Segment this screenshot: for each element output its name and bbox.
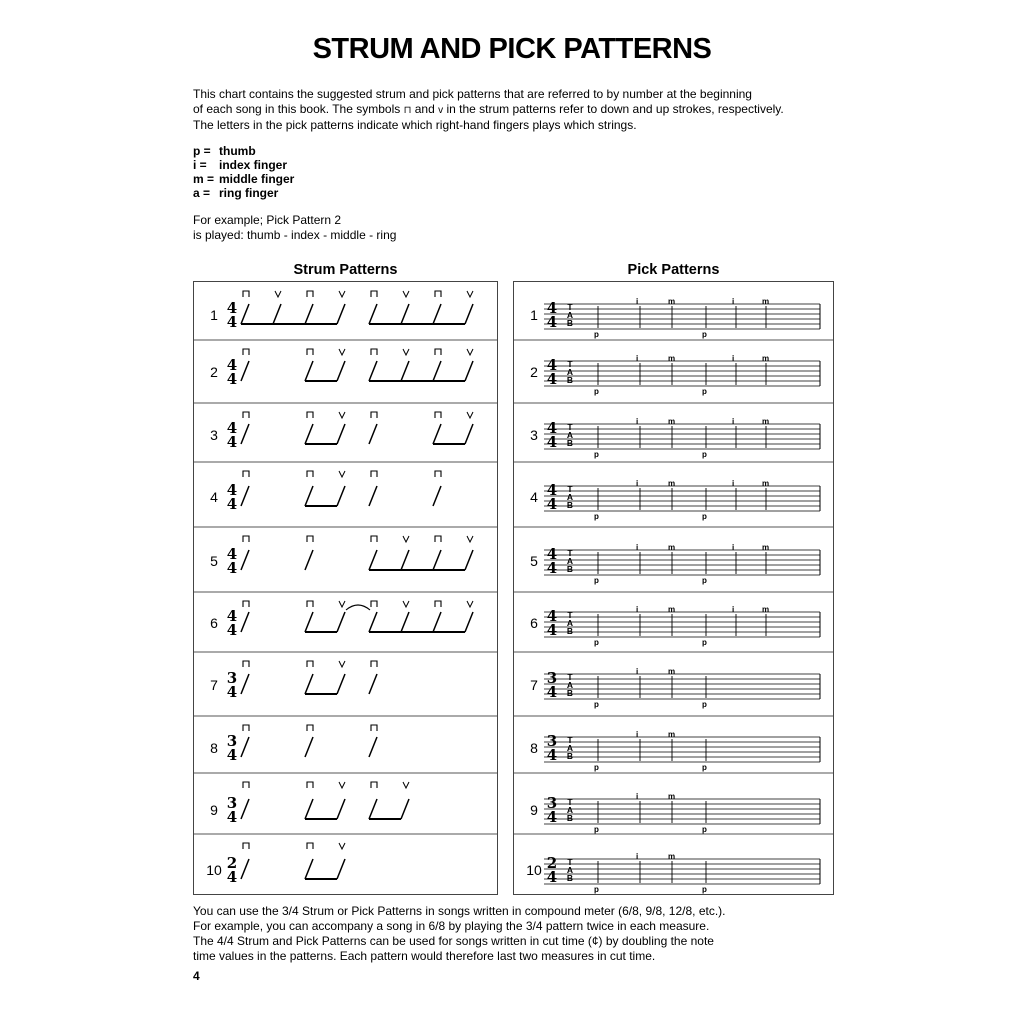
pick-finger-label: i bbox=[732, 543, 735, 552]
strum-slash bbox=[465, 612, 473, 632]
time-signature-top: 3 bbox=[546, 794, 558, 812]
pattern-number: 9 bbox=[530, 802, 538, 818]
strum-slash bbox=[241, 799, 249, 819]
up-stroke-icon bbox=[339, 782, 345, 788]
time-signature-top: 3 bbox=[226, 669, 238, 687]
pick-finger-label: p bbox=[702, 700, 707, 709]
strum-slash bbox=[433, 612, 441, 632]
tab-clef-letter: T bbox=[567, 610, 573, 620]
intro-paragraph bbox=[193, 87, 833, 133]
strum-slash bbox=[401, 612, 409, 632]
time-signature-bottom: 4 bbox=[226, 808, 238, 826]
down-stroke-icon bbox=[435, 412, 441, 418]
pick-patterns-table bbox=[513, 281, 834, 895]
time-signature-bottom: 4 bbox=[546, 559, 558, 577]
legend-value: thumb bbox=[219, 144, 256, 158]
pattern-number: 8 bbox=[530, 740, 538, 756]
strum-slash bbox=[401, 550, 409, 570]
down-stroke-icon bbox=[307, 471, 313, 477]
time-signature-bottom: 4 bbox=[226, 868, 238, 886]
legend-key: a = bbox=[193, 186, 211, 200]
time-signature-bottom: 4 bbox=[226, 559, 238, 577]
strum-slash bbox=[241, 361, 249, 381]
strum-slash bbox=[465, 361, 473, 381]
tab-clef-letter: B bbox=[566, 438, 574, 448]
strum-slash bbox=[337, 674, 345, 694]
strum-slash bbox=[433, 361, 441, 381]
pick-finger-label: i bbox=[636, 792, 639, 801]
pick-finger-label: m bbox=[668, 792, 676, 801]
footer-line: For example, you can accompany a song in 6/8 by playing the 3/4 pattern twice in each measure. bbox=[193, 919, 710, 933]
time-signature-bottom: 4 bbox=[546, 495, 558, 513]
strum-slash bbox=[337, 424, 345, 444]
down-stroke-icon bbox=[371, 291, 377, 297]
strum-slash bbox=[337, 304, 345, 324]
pattern-number: 8 bbox=[210, 740, 218, 756]
strum-slash bbox=[465, 424, 473, 444]
strum-slash bbox=[305, 612, 313, 632]
pattern-number: 3 bbox=[210, 427, 218, 443]
time-signature-bottom: 4 bbox=[546, 621, 558, 639]
time-signature-bottom: 4 bbox=[546, 313, 558, 331]
down-stroke-icon bbox=[371, 412, 377, 418]
strum-slash bbox=[401, 304, 409, 324]
tab-clef-letter: A bbox=[566, 680, 574, 690]
tab-clef-letter: B bbox=[566, 751, 574, 761]
up-stroke-icon bbox=[339, 843, 345, 849]
up-stroke-icon bbox=[403, 349, 409, 355]
strum-slash bbox=[305, 361, 313, 381]
pick-finger-label: i bbox=[636, 417, 639, 426]
down-stroke-icon bbox=[371, 536, 377, 542]
tab-clef-letter: T bbox=[567, 735, 573, 745]
down-stroke-icon bbox=[307, 601, 313, 607]
pattern-number: 1 bbox=[210, 307, 218, 323]
down-stroke-icon bbox=[307, 412, 313, 418]
pattern-number: 10 bbox=[526, 862, 542, 878]
strum-slash bbox=[337, 361, 345, 381]
pattern-number: 2 bbox=[530, 364, 538, 380]
time-signature-top: 4 bbox=[546, 419, 558, 437]
down-stroke-icon bbox=[307, 725, 313, 731]
up-stroke-icon bbox=[339, 601, 345, 607]
pick-finger-label: p bbox=[702, 763, 707, 772]
tab-clef-letter: A bbox=[566, 430, 574, 440]
strum-patterns-table bbox=[193, 281, 498, 895]
strum-slash bbox=[305, 799, 313, 819]
tab-clef-letter: A bbox=[566, 556, 574, 566]
footer-line: time values in the patterns. Each pattern would therefore last two measures in cut time. bbox=[193, 949, 656, 963]
legend-key: i = bbox=[193, 158, 207, 172]
strum-slash bbox=[305, 304, 313, 324]
time-signature-top: 4 bbox=[546, 356, 558, 374]
strum-slash bbox=[241, 304, 249, 324]
page-title: STRUM AND PICK PATTERNS bbox=[312, 33, 712, 65]
down-stroke-icon bbox=[307, 536, 313, 542]
page-number: 4 bbox=[193, 969, 200, 983]
down-stroke-icon bbox=[435, 536, 441, 542]
finger-legend bbox=[193, 144, 294, 200]
pick-finger-label: m bbox=[668, 297, 676, 306]
pick-finger-label: i bbox=[636, 297, 639, 306]
down-stroke-icon bbox=[243, 782, 249, 788]
up-stroke-icon bbox=[467, 291, 473, 297]
strum-slash bbox=[369, 486, 377, 506]
up-stroke-icon bbox=[339, 471, 345, 477]
intro-text: of each song in this book. The symbols bbox=[193, 102, 401, 116]
strum-slash bbox=[337, 612, 345, 632]
tab-clef-letter: B bbox=[566, 500, 574, 510]
pick-finger-label: p bbox=[702, 512, 707, 521]
time-signature-top: 4 bbox=[546, 299, 558, 317]
tab-clef-letter: B bbox=[566, 688, 574, 698]
pick-finger-label: p bbox=[702, 450, 707, 459]
down-stroke-icon bbox=[307, 843, 313, 849]
footer-line: The 4/4 Strum and Pick Patterns can be used for songs written in cut time (¢) by doubling the note bbox=[193, 934, 714, 948]
pick-finger-label: m bbox=[668, 479, 676, 488]
pick-finger-label: p bbox=[594, 638, 599, 647]
pattern-number: 5 bbox=[210, 553, 218, 569]
down-stroke-icon: ⊓ bbox=[403, 105, 412, 116]
time-signature-top: 3 bbox=[546, 669, 558, 687]
pick-finger-label: p bbox=[702, 885, 707, 894]
pattern-number: 9 bbox=[210, 802, 218, 818]
tab-clef-letter: A bbox=[566, 492, 574, 502]
strum-slash bbox=[241, 424, 249, 444]
pick-finger-label: p bbox=[702, 330, 707, 339]
down-stroke-icon bbox=[243, 601, 249, 607]
down-stroke-icon bbox=[243, 471, 249, 477]
up-stroke-icon: v bbox=[438, 105, 444, 116]
time-signature-top: 2 bbox=[546, 854, 558, 872]
pick-finger-label: m bbox=[668, 417, 676, 426]
strum-slash bbox=[369, 424, 377, 444]
intro-line bbox=[193, 102, 833, 118]
legend-row bbox=[193, 186, 294, 200]
intro-line: The letters in the pick patterns indicate which right-hand fingers plays which strings. bbox=[193, 118, 637, 132]
time-signature-top: 4 bbox=[226, 419, 238, 437]
pick-finger-label: m bbox=[762, 605, 770, 614]
footer-line: You can use the 3/4 Strum or Pick Patterns in songs written in compound meter (6/8, 9/8, 12/8, etc.). bbox=[193, 904, 726, 918]
pattern-number: 6 bbox=[530, 615, 538, 631]
down-stroke-icon bbox=[371, 471, 377, 477]
strum-slash bbox=[337, 799, 345, 819]
time-signature-bottom: 4 bbox=[226, 495, 238, 513]
down-stroke-icon bbox=[243, 725, 249, 731]
down-stroke-icon bbox=[243, 349, 249, 355]
legend-row bbox=[193, 144, 294, 158]
pick-finger-label: i bbox=[636, 479, 639, 488]
pattern-number: 7 bbox=[210, 677, 218, 693]
tab-clef-letter: T bbox=[567, 359, 573, 369]
pick-finger-label: m bbox=[762, 297, 770, 306]
pick-finger-label: p bbox=[594, 387, 599, 396]
up-stroke-icon bbox=[339, 661, 345, 667]
strum-slash bbox=[433, 550, 441, 570]
pattern-number: 10 bbox=[206, 862, 222, 878]
pick-finger-label: p bbox=[594, 885, 599, 894]
time-signature-top: 4 bbox=[226, 481, 238, 499]
tab-clef-letter: A bbox=[566, 618, 574, 628]
legend-value: index finger bbox=[219, 158, 288, 172]
up-stroke-icon bbox=[339, 412, 345, 418]
time-signature-top: 4 bbox=[226, 356, 238, 374]
pick-finger-label: i bbox=[636, 354, 639, 363]
strum-slash bbox=[433, 424, 441, 444]
down-stroke-icon bbox=[243, 661, 249, 667]
tab-clef-letter: A bbox=[566, 865, 574, 875]
pick-finger-label: i bbox=[636, 730, 639, 739]
footer-paragraph bbox=[193, 904, 833, 964]
down-stroke-icon bbox=[435, 349, 441, 355]
pick-finger-label: p bbox=[594, 763, 599, 772]
legend-row bbox=[193, 172, 294, 186]
tab-clef-letter: A bbox=[566, 805, 574, 815]
down-stroke-icon bbox=[371, 349, 377, 355]
tab-clef-letter: B bbox=[566, 873, 574, 883]
tab-clef-letter: T bbox=[567, 672, 573, 682]
strum-slash bbox=[401, 799, 409, 819]
pick-finger-label: m bbox=[668, 667, 676, 676]
up-stroke-icon bbox=[467, 601, 473, 607]
up-stroke-icon bbox=[467, 349, 473, 355]
strum-slash bbox=[369, 612, 377, 632]
legend-value: middle finger bbox=[219, 172, 295, 186]
strum-slash bbox=[305, 424, 313, 444]
down-stroke-icon bbox=[371, 661, 377, 667]
down-stroke-icon bbox=[307, 661, 313, 667]
legend-key: m = bbox=[193, 172, 215, 186]
tab-clef-letter: B bbox=[566, 375, 574, 385]
time-signature-top: 3 bbox=[226, 732, 238, 750]
tab-clef-letter: T bbox=[567, 302, 573, 312]
legend-key: p = bbox=[193, 144, 211, 158]
pick-finger-label: m bbox=[668, 543, 676, 552]
tab-clef-letter: T bbox=[567, 857, 573, 867]
strum-slash bbox=[433, 486, 441, 506]
pattern-number: 6 bbox=[210, 615, 218, 631]
down-stroke-icon bbox=[307, 349, 313, 355]
strum-slash bbox=[273, 304, 281, 324]
down-stroke-icon bbox=[243, 412, 249, 418]
pick-finger-label: p bbox=[594, 700, 599, 709]
tab-clef-letter: T bbox=[567, 797, 573, 807]
pick-finger-label: p bbox=[702, 576, 707, 585]
up-stroke-icon bbox=[403, 536, 409, 542]
pick-finger-label: m bbox=[668, 354, 676, 363]
pick-finger-label: p bbox=[702, 387, 707, 396]
strum-slash bbox=[465, 550, 473, 570]
down-stroke-icon bbox=[371, 782, 377, 788]
pick-finger-label: i bbox=[732, 297, 735, 306]
time-signature-top: 4 bbox=[226, 607, 238, 625]
pick-finger-label: i bbox=[732, 354, 735, 363]
pick-finger-label: m bbox=[762, 479, 770, 488]
tab-clef-letter: A bbox=[566, 310, 574, 320]
pick-finger-label: p bbox=[594, 512, 599, 521]
intro-text: and bbox=[414, 102, 435, 116]
pick-finger-label: p bbox=[594, 330, 599, 339]
strum-patterns-notation bbox=[194, 282, 497, 894]
down-stroke-icon bbox=[371, 725, 377, 731]
time-signature-bottom: 4 bbox=[546, 433, 558, 451]
down-stroke-icon bbox=[243, 843, 249, 849]
tab-clef-letter: B bbox=[566, 626, 574, 636]
time-signature-top: 3 bbox=[546, 732, 558, 750]
time-signature-bottom: 4 bbox=[226, 683, 238, 701]
time-signature-bottom: 4 bbox=[546, 868, 558, 886]
pick-finger-label: p bbox=[594, 450, 599, 459]
example-line: For example; Pick Pattern 2 bbox=[193, 213, 342, 227]
strum-slash bbox=[369, 737, 377, 757]
pick-finger-label: i bbox=[636, 543, 639, 552]
pick-patterns-heading: Pick Patterns bbox=[627, 262, 720, 278]
up-stroke-icon bbox=[467, 536, 473, 542]
tab-clef-letter: B bbox=[566, 564, 574, 574]
up-stroke-icon bbox=[403, 291, 409, 297]
pick-finger-label: i bbox=[732, 605, 735, 614]
pattern-number: 1 bbox=[530, 307, 538, 323]
time-signature-bottom: 4 bbox=[546, 370, 558, 388]
time-signature-top: 4 bbox=[546, 481, 558, 499]
strum-slash bbox=[305, 674, 313, 694]
time-signature-bottom: 4 bbox=[226, 313, 238, 331]
down-stroke-icon bbox=[435, 291, 441, 297]
strum-slash bbox=[241, 737, 249, 757]
pick-finger-label: m bbox=[762, 354, 770, 363]
pick-finger-label: p bbox=[702, 638, 707, 647]
strum-slash bbox=[241, 612, 249, 632]
pick-patterns-notation bbox=[514, 282, 833, 894]
strum-slash bbox=[241, 550, 249, 570]
pick-finger-label: i bbox=[636, 605, 639, 614]
down-stroke-icon bbox=[371, 601, 377, 607]
down-stroke-icon bbox=[307, 782, 313, 788]
pick-finger-label: i bbox=[636, 667, 639, 676]
legend-value: ring finger bbox=[219, 186, 279, 200]
pick-finger-label: i bbox=[732, 417, 735, 426]
time-signature-bottom: 4 bbox=[226, 746, 238, 764]
strum-slash bbox=[369, 550, 377, 570]
down-stroke-icon bbox=[243, 536, 249, 542]
up-stroke-icon bbox=[403, 782, 409, 788]
time-signature-bottom: 4 bbox=[546, 683, 558, 701]
legend-row bbox=[193, 158, 294, 172]
pick-finger-label: p bbox=[594, 825, 599, 834]
pattern-number: 7 bbox=[530, 677, 538, 693]
intro-line: This chart contains the suggested strum and pick patterns that are referred to by number at the beginning bbox=[193, 87, 752, 101]
pattern-number: 4 bbox=[210, 489, 218, 505]
up-stroke-icon bbox=[467, 412, 473, 418]
down-stroke-icon bbox=[435, 471, 441, 477]
time-signature-bottom: 4 bbox=[546, 808, 558, 826]
strum-slash bbox=[241, 674, 249, 694]
up-stroke-icon bbox=[275, 291, 281, 297]
up-stroke-icon bbox=[403, 601, 409, 607]
tie-icon bbox=[346, 605, 370, 610]
pattern-number: 4 bbox=[530, 489, 538, 505]
time-signature-top: 2 bbox=[226, 854, 238, 872]
pattern-number: 3 bbox=[530, 427, 538, 443]
strum-slash bbox=[369, 304, 377, 324]
time-signature-bottom: 4 bbox=[546, 746, 558, 764]
strum-slash bbox=[369, 674, 377, 694]
pick-finger-label: i bbox=[636, 852, 639, 861]
tab-clef-letter: T bbox=[567, 422, 573, 432]
tab-clef-letter: T bbox=[567, 484, 573, 494]
strum-slash bbox=[369, 799, 377, 819]
strum-slash bbox=[433, 304, 441, 324]
down-stroke-icon bbox=[435, 601, 441, 607]
pick-finger-label: i bbox=[732, 479, 735, 488]
time-signature-bottom: 4 bbox=[226, 370, 238, 388]
time-signature-top: 4 bbox=[546, 607, 558, 625]
strum-slash bbox=[305, 859, 313, 879]
intro-text: in the strum patterns refer to down and up strokes, respectively. bbox=[446, 102, 784, 116]
pick-finger-label: m bbox=[668, 605, 676, 614]
pick-finger-label: p bbox=[594, 576, 599, 585]
pick-finger-label: m bbox=[762, 543, 770, 552]
time-signature-top: 4 bbox=[546, 545, 558, 563]
tab-clef-letter: A bbox=[566, 367, 574, 377]
up-stroke-icon bbox=[339, 349, 345, 355]
strum-slash bbox=[241, 859, 249, 879]
strum-slash bbox=[305, 486, 313, 506]
strum-slash bbox=[369, 361, 377, 381]
strum-slash bbox=[241, 486, 249, 506]
pattern-number: 5 bbox=[530, 553, 538, 569]
strum-slash bbox=[337, 486, 345, 506]
pick-finger-label: m bbox=[668, 852, 676, 861]
time-signature-top: 4 bbox=[226, 299, 238, 317]
tab-clef-letter: T bbox=[567, 548, 573, 558]
time-signature-bottom: 4 bbox=[226, 621, 238, 639]
strum-slash bbox=[305, 550, 313, 570]
example-text bbox=[193, 213, 396, 243]
example-line: is played: thumb - index - middle - ring bbox=[193, 228, 397, 242]
strum-slash bbox=[337, 859, 345, 879]
strum-slash bbox=[401, 361, 409, 381]
time-signature-bottom: 4 bbox=[226, 433, 238, 451]
pattern-number: 2 bbox=[210, 364, 218, 380]
down-stroke-icon bbox=[307, 291, 313, 297]
tab-clef-letter: B bbox=[566, 813, 574, 823]
tab-clef-letter: B bbox=[566, 318, 574, 328]
pick-finger-label: p bbox=[702, 825, 707, 834]
down-stroke-icon bbox=[243, 291, 249, 297]
pick-finger-label: m bbox=[762, 417, 770, 426]
time-signature-top: 3 bbox=[226, 794, 238, 812]
time-signature-top: 4 bbox=[226, 545, 238, 563]
strum-slash bbox=[305, 737, 313, 757]
up-stroke-icon bbox=[339, 291, 345, 297]
pick-finger-label: m bbox=[668, 730, 676, 739]
strum-patterns-heading: Strum Patterns bbox=[293, 262, 398, 278]
tab-clef-letter: A bbox=[566, 743, 574, 753]
strum-slash bbox=[465, 304, 473, 324]
